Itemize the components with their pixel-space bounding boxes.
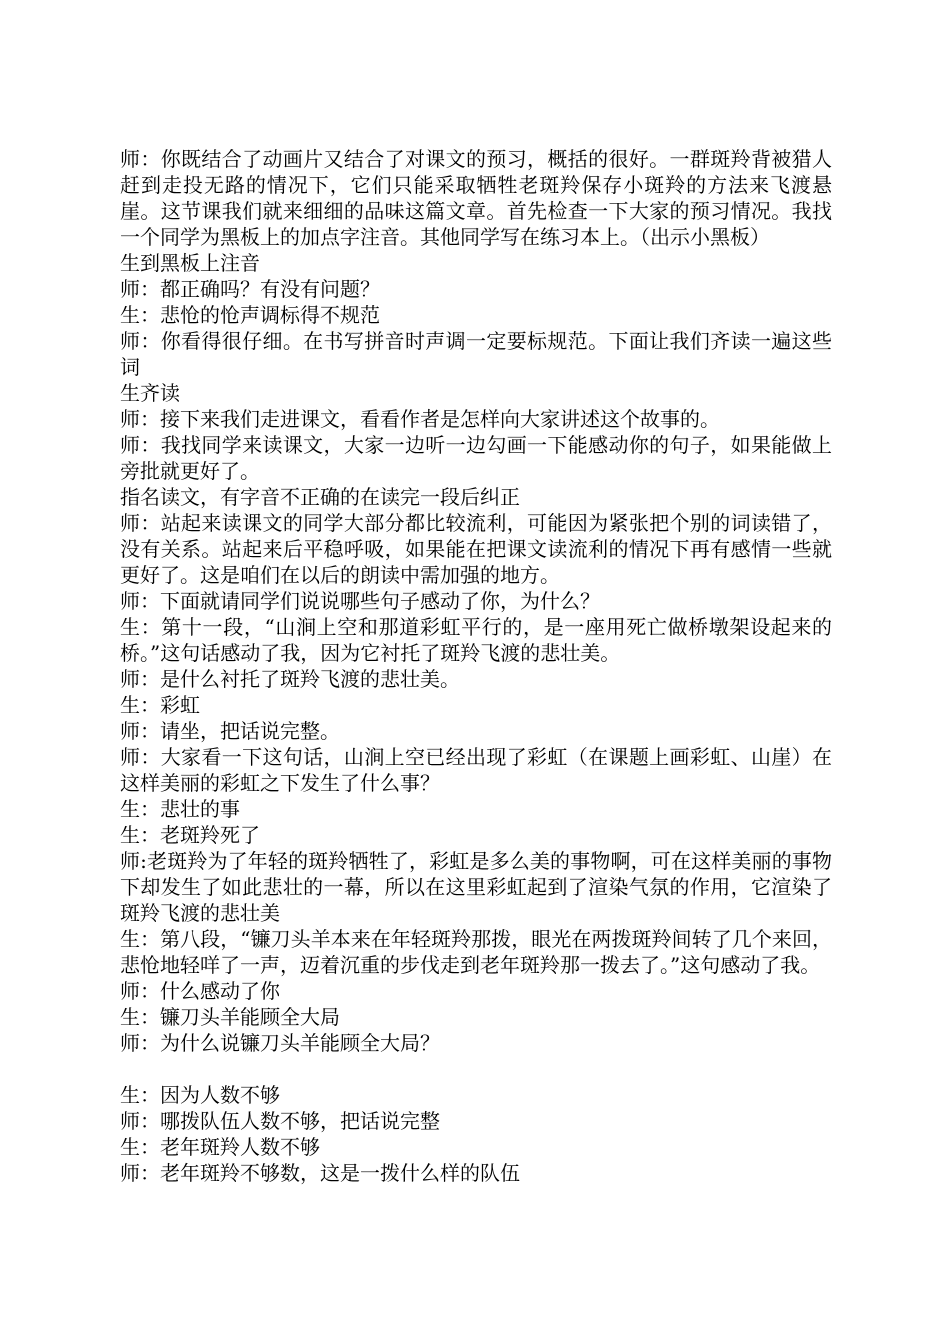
blank-line bbox=[120, 1056, 832, 1082]
paragraph-13: 师：是什么衬托了斑羚飞渡的悲壮美。 bbox=[120, 667, 460, 691]
paragraph-16: 师：大家看一下这句话，山涧上空已经出现了彩虹（在课题上画彩虹、山崖）在这样美丽的彩虹之下发生了什么事？ bbox=[120, 745, 832, 795]
paragraph-22: 生：镰刀头羊能顾全大局 bbox=[120, 1005, 340, 1029]
paragraph-5: 师：你看得很仔细。在书写拼音时声调一定要标规范。下面让我们齐读一遍这些词 bbox=[120, 329, 832, 379]
paragraph-14: 生：彩虹 bbox=[120, 693, 200, 717]
paragraph-21: 师：什么感动了你 bbox=[120, 979, 280, 1003]
paragraph-25: 师：哪拨队伍人数不够，把话说完整 bbox=[120, 1109, 440, 1133]
paragraph-26: 生：老年斑羚人数不够 bbox=[120, 1135, 320, 1159]
paragraph-11: 师：下面就请同学们说说哪些句子感动了你，为什么？ bbox=[120, 589, 600, 613]
paragraph-6: 生齐读 bbox=[120, 381, 180, 405]
paragraph-3: 师：都正确吗？有没有问题？ bbox=[120, 277, 380, 301]
paragraph-1: 师：你既结合了动画片又结合了对课文的预习，概括的很好。一群斑羚背被猎人赶到走投无路的情况下，它们只能采取牺牲老斑羚保存小斑羚的方法来飞渡悬崖。这节课我们就来细细的品味这篇文章。首先检查一下大家的预习情况。我找一个同学为黑板上的加点字注音。其他同学写在练习本上。（出示小黑板） bbox=[120, 147, 832, 249]
paragraph-15: 师：请坐，把话说完整。 bbox=[120, 719, 340, 743]
paragraph-27: 师：老年斑羚不够数，这是一拨什么样的队伍 bbox=[120, 1161, 520, 1185]
paragraph-7: 师：接下来我们走进课文，看看作者是怎样向大家讲述这个故事的。 bbox=[120, 407, 720, 431]
paragraph-23: 师：为什么说镰刀头羊能顾全大局？ bbox=[120, 1031, 440, 1055]
paragraph-8: 师：我找同学来读课文，大家一边听一边勾画一下能感动你的句子，如果能做上旁批就更好了。 bbox=[120, 433, 832, 483]
document-page bbox=[120, 146, 832, 1186]
paragraph-19: 师:老斑羚为了年轻的斑羚牺牲了，彩虹是多么美的事物啊，可在这样美丽的事物下却发生了如此悲壮的一幕，所以在这里彩虹起到了渲染气氛的作用，它渲染了斑羚飞渡的悲壮美 bbox=[120, 849, 832, 925]
paragraph-17: 生：悲壮的事 bbox=[120, 797, 240, 821]
paragraph-20: 生：第八段，“镰刀头羊本来在年轻斑羚那拨，眼光在两拨斑羚间转了几个来回，悲怆地轻咩了一声，迈着沉重的步伐走到老年斑羚那一拨去了。”这句感动了我。 bbox=[120, 927, 832, 977]
paragraph-12: 生：第十一段，“山涧上空和那道彩虹平行的，是一座用死亡做桥墩架设起来的桥。”这句话感动了我，因为它衬托了斑羚飞渡的悲壮美。 bbox=[120, 615, 832, 665]
paragraph-10: 师：站起来读课文的同学大部分都比较流利，可能因为紧张把个别的词读错了，没有关系。站起来后平稳呼吸，如果能在把课文读流利的情况下再有感情一些就更好了。这是咱们在以后的朗读中需加强的地方。 bbox=[120, 511, 832, 587]
paragraph-9: 指名读文，有字音不正确的在读完一段后纠正 bbox=[120, 485, 520, 509]
paragraph-24: 生：因为人数不够 bbox=[120, 1083, 280, 1107]
paragraph-18: 生：老斑羚死了 bbox=[120, 823, 260, 847]
paragraph-2: 生到黑板上注音 bbox=[120, 251, 260, 275]
paragraph-4: 生：悲怆的怆声调标得不规范 bbox=[120, 303, 380, 327]
